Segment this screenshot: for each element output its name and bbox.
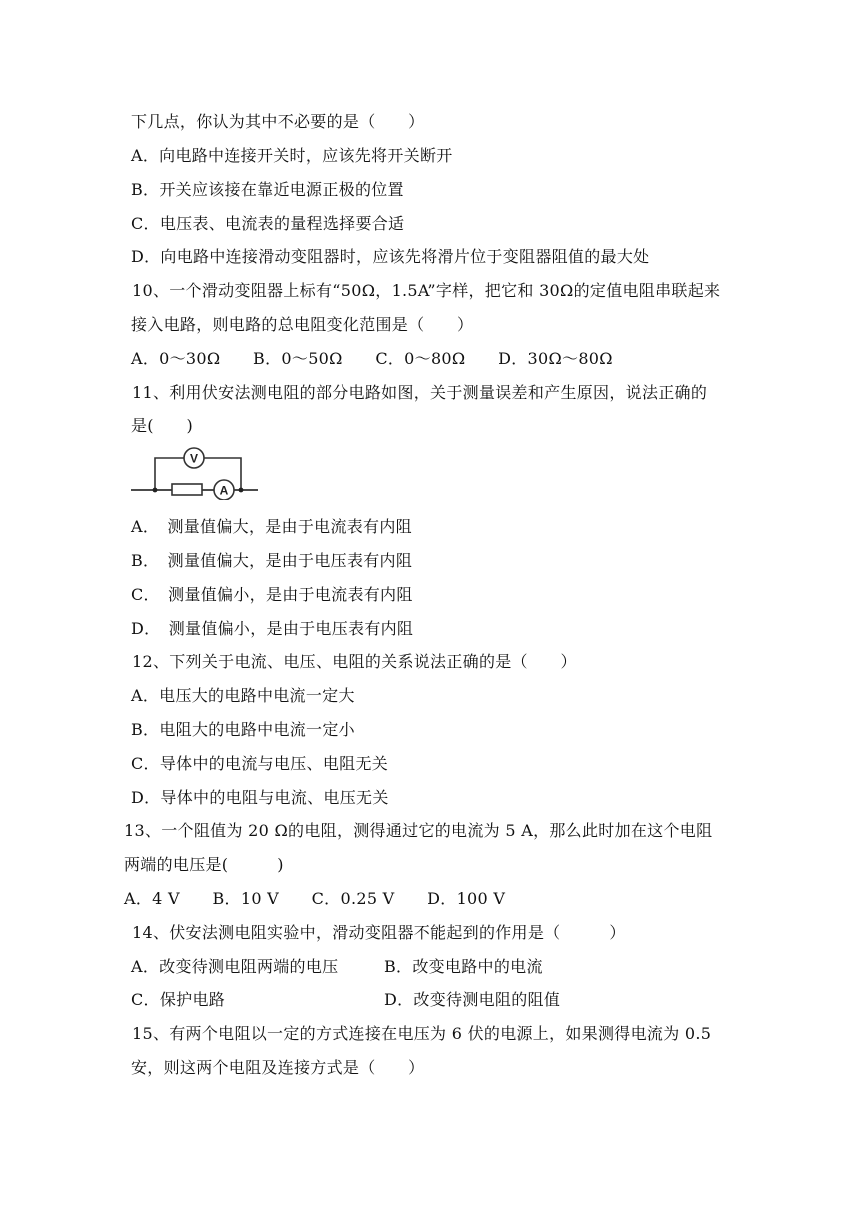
circuit-diagram bbox=[128, 446, 268, 500]
q12-option-b: B．电阻大的电路中电流一定小 bbox=[131, 720, 355, 739]
q13-stem-line1: 13、一个阻值为 20 Ω的电阻，测得通过它的电流为 5 A，那么此时加在这个电阻 bbox=[124, 821, 713, 840]
q13-options: A．4 V B．10 V C．0.25 V D．100 V bbox=[124, 889, 506, 908]
q14-option-d: D．改变待测电阻的阻值 bbox=[384, 990, 561, 1009]
q9-option-b: B．开关应该接在靠近电源正极的位置 bbox=[131, 180, 404, 199]
junction-left bbox=[153, 488, 158, 493]
q12-option-a: A．电压大的电路中电流一定大 bbox=[131, 686, 355, 705]
q11-option-c: C． 测量值偏小，是由于电流表有内阻 bbox=[131, 585, 413, 604]
q12-stem: 12、下列关于电流、电压、电阻的关系说法正确的是（ ） bbox=[132, 652, 577, 671]
q14-option-a: A．改变待测电阻两端的电压 bbox=[131, 957, 339, 976]
q13-stem-line2: 两端的电压是( ) bbox=[124, 855, 284, 874]
q14-option-c: C．保护电路 bbox=[131, 990, 226, 1009]
q11-option-a: A． 测量值偏大，是由于电流表有内阻 bbox=[131, 517, 412, 536]
q12-option-d: D．导体中的电阻与电流、电压无关 bbox=[131, 788, 389, 807]
q11-option-b: B． 测量值偏大，是由于电压表有内阻 bbox=[131, 551, 413, 570]
q9-stem-tail: 下几点，你认为其中不必要的是（ ） bbox=[131, 112, 425, 131]
q10-stem-line1: 10、一个滑动变阻器上标有“50Ω，1.5A”字样，把它和 30Ω的定值电阻串联起来 bbox=[132, 281, 721, 300]
q10-options: A．0～30Ω B．0～50Ω C．0～80Ω D．30Ω～80Ω bbox=[131, 349, 613, 368]
q14-stem: 14、伏安法测电阻实验中，滑动变阻器不能起到的作用是（ ） bbox=[132, 923, 626, 942]
q15-stem-line1: 15、有两个电阻以一定的方式连接在电压为 6 伏的电源上，如果测得电流为 0.5 bbox=[132, 1024, 712, 1043]
voltmeter-label: V bbox=[189, 451, 199, 466]
q11-option-d: D． 测量值偏小，是由于电压表有内阻 bbox=[131, 619, 414, 638]
q15-stem-line2: 安，则这两个电阻及连接方式是（ ） bbox=[131, 1058, 425, 1077]
junction-right bbox=[239, 488, 244, 493]
q9-option-d: D．向电路中连接滑动变阻器时，应该先将滑片位于变阻器阻值的最大处 bbox=[131, 247, 650, 266]
q11-stem-line1: 11、利用伏安法测电阻的部分电路如图，关于测量误差和产生原因，说法正确的 bbox=[132, 383, 708, 402]
voltmeter-symbol bbox=[184, 448, 204, 468]
q9-option-a: A．向电路中连接开关时，应该先将开关断开 bbox=[131, 146, 453, 165]
resistor-symbol bbox=[172, 484, 202, 495]
q12-option-c: C．导体中的电流与电压、电阻无关 bbox=[131, 754, 389, 773]
q11-stem-line2: 是( ) bbox=[131, 416, 193, 435]
q10-stem-line2: 接入电路，则电路的总电阻变化范围是（ ） bbox=[131, 315, 474, 334]
ammeter-symbol bbox=[214, 480, 234, 500]
q9-option-c: C．电压表、电流表的量程选择要合适 bbox=[131, 214, 405, 233]
q14-option-b: B．改变电路中的电流 bbox=[384, 957, 543, 976]
ammeter-label: A bbox=[219, 483, 229, 498]
